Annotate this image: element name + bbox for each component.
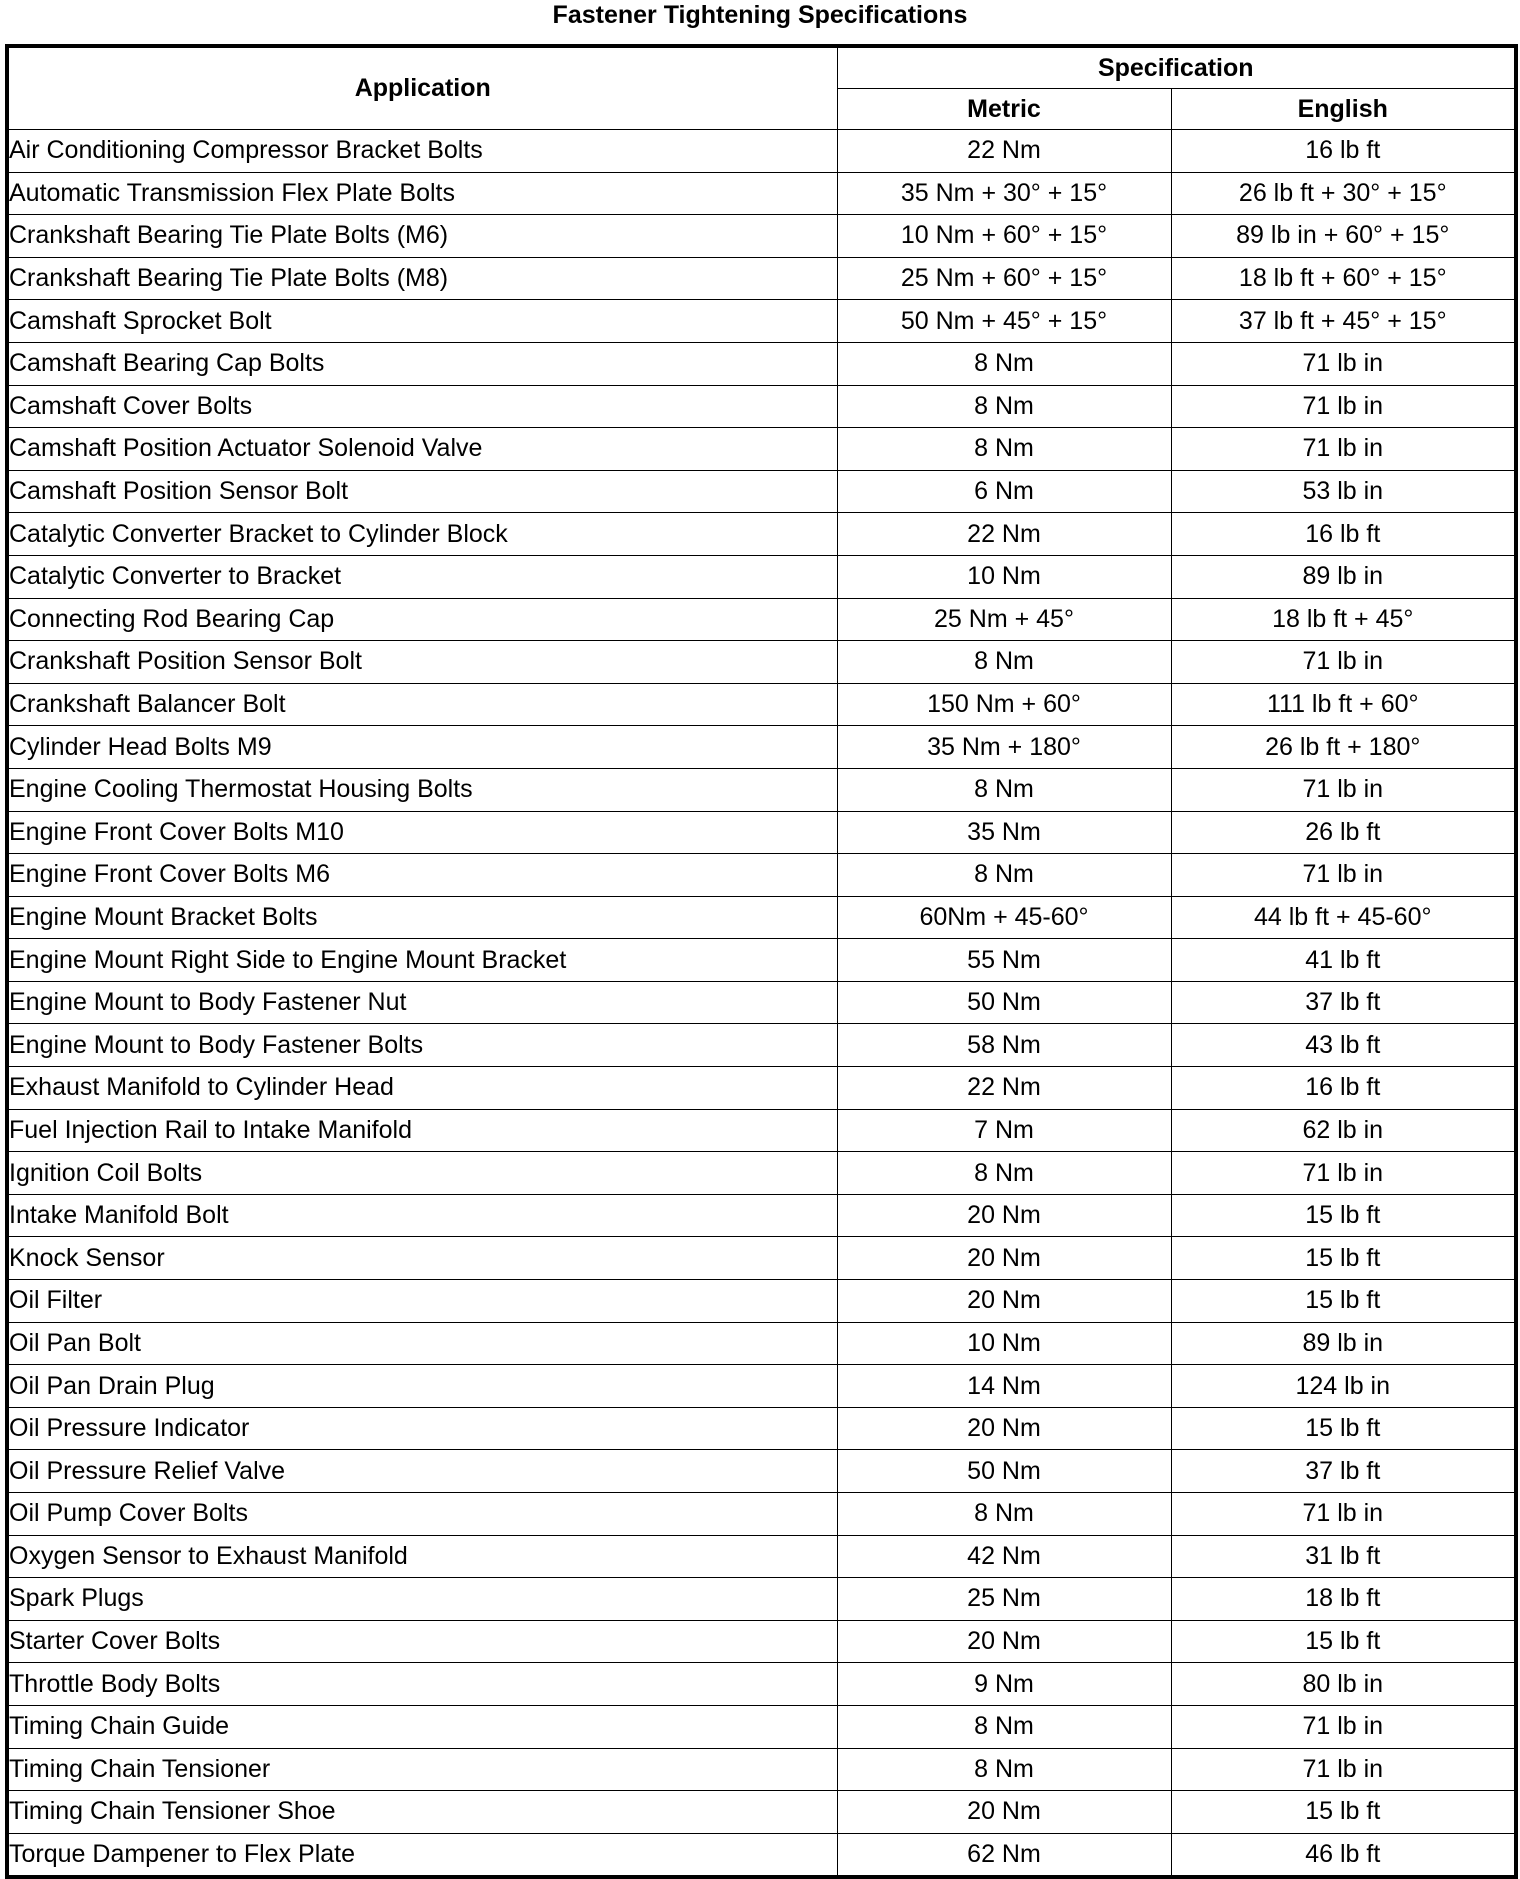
cell-application: Engine Mount to Body Fastener Nut — [7, 981, 837, 1024]
cell-metric: 35 Nm + 180° — [837, 726, 1171, 769]
cell-english: 44 lb ft + 45-60° — [1171, 896, 1516, 939]
cell-english: 124 lb in — [1171, 1365, 1516, 1408]
table-row — [7, 1578, 1516, 1621]
table-row — [7, 1705, 1516, 1748]
cell-metric: 7 Nm — [837, 1109, 1171, 1152]
table-body — [7, 130, 1516, 1878]
cell-metric: 50 Nm + 45° + 15° — [837, 300, 1171, 343]
cell-application: Fuel Injection Rail to Intake Manifold — [7, 1109, 837, 1152]
cell-metric: 25 Nm — [837, 1578, 1171, 1621]
cell-english: 15 lb ft — [1171, 1407, 1516, 1450]
table-row — [7, 1493, 1516, 1536]
table-row — [7, 811, 1516, 854]
table-row — [7, 1791, 1516, 1834]
cell-metric: 20 Nm — [837, 1791, 1171, 1834]
cell-metric: 150 Nm + 60° — [837, 683, 1171, 726]
table-row — [7, 641, 1516, 684]
cell-english: 15 lb ft — [1171, 1280, 1516, 1323]
cell-metric: 10 Nm + 60° + 15° — [837, 215, 1171, 258]
column-header-metric: Metric — [837, 89, 1171, 130]
table-row — [7, 215, 1516, 258]
table-row — [7, 300, 1516, 343]
cell-english: 41 lb ft — [1171, 939, 1516, 982]
column-header-specification: Specification — [837, 46, 1516, 89]
cell-metric: 62 Nm — [837, 1833, 1171, 1877]
cell-english: 16 lb ft — [1171, 1067, 1516, 1110]
table-row — [7, 1280, 1516, 1323]
cell-application: Oil Pressure Indicator — [7, 1407, 837, 1450]
table-row — [7, 130, 1516, 173]
cell-application: Camshaft Bearing Cap Bolts — [7, 342, 837, 385]
table-row — [7, 342, 1516, 385]
cell-english: 15 lb ft — [1171, 1620, 1516, 1663]
cell-english: 16 lb ft — [1171, 513, 1516, 556]
cell-english: 71 lb in — [1171, 1705, 1516, 1748]
table-row — [7, 896, 1516, 939]
cell-application: Oxygen Sensor to Exhaust Manifold — [7, 1535, 837, 1578]
cell-application: Cylinder Head Bolts M9 — [7, 726, 837, 769]
cell-application: Oil Pan Bolt — [7, 1322, 837, 1365]
table-row — [7, 854, 1516, 897]
cell-metric: 50 Nm — [837, 981, 1171, 1024]
cell-english: 37 lb ft — [1171, 981, 1516, 1024]
cell-english: 71 lb in — [1171, 385, 1516, 428]
cell-english: 71 lb in — [1171, 1748, 1516, 1791]
cell-metric: 14 Nm — [837, 1365, 1171, 1408]
cell-english: 53 lb in — [1171, 470, 1516, 513]
cell-application: Engine Mount to Body Fastener Bolts — [7, 1024, 837, 1067]
table-row — [7, 1833, 1516, 1877]
cell-english: 80 lb in — [1171, 1663, 1516, 1706]
cell-application: Camshaft Position Actuator Solenoid Valve — [7, 428, 837, 471]
cell-metric: 35 Nm — [837, 811, 1171, 854]
cell-metric: 9 Nm — [837, 1663, 1171, 1706]
cell-metric: 35 Nm + 30° + 15° — [837, 172, 1171, 215]
cell-application: Knock Sensor — [7, 1237, 837, 1280]
table-row — [7, 1322, 1516, 1365]
table-row — [7, 768, 1516, 811]
cell-english: 71 lb in — [1171, 768, 1516, 811]
cell-english: 62 lb in — [1171, 1109, 1516, 1152]
table-row — [7, 598, 1516, 641]
table-row — [7, 1109, 1516, 1152]
cell-application: Ignition Coil Bolts — [7, 1152, 837, 1195]
cell-application: Catalytic Converter Bracket to Cylinder Block — [7, 513, 837, 556]
cell-metric: 8 Nm — [837, 385, 1171, 428]
cell-application: Connecting Rod Bearing Cap — [7, 598, 837, 641]
table-row — [7, 1535, 1516, 1578]
cell-english: 37 lb ft + 45° + 15° — [1171, 300, 1516, 343]
table-row — [7, 1152, 1516, 1195]
cell-metric: 8 Nm — [837, 641, 1171, 684]
cell-english: 71 lb in — [1171, 428, 1516, 471]
cell-english: 15 lb ft — [1171, 1194, 1516, 1237]
table-row — [7, 939, 1516, 982]
cell-metric: 55 Nm — [837, 939, 1171, 982]
cell-metric: 20 Nm — [837, 1237, 1171, 1280]
cell-application: Crankshaft Position Sensor Bolt — [7, 641, 837, 684]
cell-metric: 60Nm + 45-60° — [837, 896, 1171, 939]
table-row — [7, 1663, 1516, 1706]
cell-application: Engine Front Cover Bolts M10 — [7, 811, 837, 854]
cell-english: 16 lb ft — [1171, 130, 1516, 173]
page-title: Fastener Tightening Specifications — [552, 1, 968, 29]
cell-metric: 50 Nm — [837, 1450, 1171, 1493]
cell-english: 46 lb ft — [1171, 1833, 1516, 1877]
table-row — [7, 172, 1516, 215]
cell-application: Engine Mount Bracket Bolts — [7, 896, 837, 939]
cell-english: 71 lb in — [1171, 1152, 1516, 1195]
cell-application: Oil Pan Drain Plug — [7, 1365, 837, 1408]
column-header-application: Application — [7, 46, 837, 130]
cell-english: 71 lb in — [1171, 1493, 1516, 1536]
table-row — [7, 726, 1516, 769]
table-row — [7, 470, 1516, 513]
table-row — [7, 428, 1516, 471]
cell-metric: 8 Nm — [837, 854, 1171, 897]
table-row — [7, 1620, 1516, 1663]
cell-metric: 8 Nm — [837, 1152, 1171, 1195]
cell-application: Engine Mount Right Side to Engine Mount Bracket — [7, 939, 837, 982]
table-row — [7, 1067, 1516, 1110]
cell-application: Camshaft Sprocket Bolt — [7, 300, 837, 343]
cell-english: 71 lb in — [1171, 854, 1516, 897]
table-row — [7, 1407, 1516, 1450]
cell-metric: 25 Nm + 45° — [837, 598, 1171, 641]
cell-application: Engine Cooling Thermostat Housing Bolts — [7, 768, 837, 811]
cell-english: 37 lb ft — [1171, 1450, 1516, 1493]
table-row — [7, 1024, 1516, 1067]
cell-english: 26 lb ft + 180° — [1171, 726, 1516, 769]
cell-english: 43 lb ft — [1171, 1024, 1516, 1067]
cell-english: 89 lb in + 60° + 15° — [1171, 215, 1516, 258]
table-row — [7, 513, 1516, 556]
cell-metric: 20 Nm — [837, 1620, 1171, 1663]
cell-metric: 8 Nm — [837, 428, 1171, 471]
cell-english: 31 lb ft — [1171, 1535, 1516, 1578]
cell-application: Spark Plugs — [7, 1578, 837, 1621]
table-row — [7, 257, 1516, 300]
header-row-top — [7, 46, 1516, 89]
cell-english: 18 lb ft + 60° + 15° — [1171, 257, 1516, 300]
cell-application: Crankshaft Balancer Bolt — [7, 683, 837, 726]
cell-english: 26 lb ft + 30° + 15° — [1171, 172, 1516, 215]
cell-metric: 42 Nm — [837, 1535, 1171, 1578]
cell-english: 15 lb ft — [1171, 1237, 1516, 1280]
cell-metric: 22 Nm — [837, 1067, 1171, 1110]
cell-application: Torque Dampener to Flex Plate — [7, 1833, 837, 1877]
cell-metric: 8 Nm — [837, 768, 1171, 811]
cell-english: 15 lb ft — [1171, 1791, 1516, 1834]
cell-english: 26 lb ft — [1171, 811, 1516, 854]
fastener-spec-table — [5, 44, 1518, 1879]
cell-application: Catalytic Converter to Bracket — [7, 555, 837, 598]
cell-metric: 22 Nm — [837, 130, 1171, 173]
cell-english: 18 lb ft — [1171, 1578, 1516, 1621]
cell-metric: 22 Nm — [837, 513, 1171, 556]
cell-application: Timing Chain Guide — [7, 1705, 837, 1748]
cell-metric: 8 Nm — [837, 342, 1171, 385]
table-row — [7, 683, 1516, 726]
cell-english: 71 lb in — [1171, 641, 1516, 684]
cell-application: Intake Manifold Bolt — [7, 1194, 837, 1237]
cell-application: Automatic Transmission Flex Plate Bolts — [7, 172, 837, 215]
cell-application: Exhaust Manifold to Cylinder Head — [7, 1067, 837, 1110]
cell-metric: 20 Nm — [837, 1280, 1171, 1323]
cell-application: Air Conditioning Compressor Bracket Bolts — [7, 130, 837, 173]
cell-application: Engine Front Cover Bolts M6 — [7, 854, 837, 897]
cell-english: 71 lb in — [1171, 342, 1516, 385]
table-row — [7, 1365, 1516, 1408]
table-row — [7, 981, 1516, 1024]
cell-metric: 10 Nm — [837, 555, 1171, 598]
cell-application: Throttle Body Bolts — [7, 1663, 837, 1706]
table-row — [7, 555, 1516, 598]
cell-metric: 25 Nm + 60° + 15° — [837, 257, 1171, 300]
cell-metric: 58 Nm — [837, 1024, 1171, 1067]
column-header-english: English — [1171, 89, 1516, 130]
table-row — [7, 1450, 1516, 1493]
cell-metric: 10 Nm — [837, 1322, 1171, 1365]
cell-application: Camshaft Position Sensor Bolt — [7, 470, 837, 513]
cell-application: Oil Pressure Relief Valve — [7, 1450, 837, 1493]
cell-english: 89 lb in — [1171, 555, 1516, 598]
cell-metric: 8 Nm — [837, 1493, 1171, 1536]
cell-metric: 20 Nm — [837, 1407, 1171, 1450]
cell-application: Camshaft Cover Bolts — [7, 385, 837, 428]
cell-english: 89 lb in — [1171, 1322, 1516, 1365]
cell-application: Timing Chain Tensioner Shoe — [7, 1791, 837, 1834]
cell-application: Oil Pump Cover Bolts — [7, 1493, 837, 1536]
table-row — [7, 1748, 1516, 1791]
cell-application: Starter Cover Bolts — [7, 1620, 837, 1663]
table-row — [7, 1194, 1516, 1237]
cell-metric: 20 Nm — [837, 1194, 1171, 1237]
cell-application: Crankshaft Bearing Tie Plate Bolts (M8) — [7, 257, 837, 300]
cell-metric: 8 Nm — [837, 1705, 1171, 1748]
cell-english: 111 lb ft + 60° — [1171, 683, 1516, 726]
cell-application: Crankshaft Bearing Tie Plate Bolts (M6) — [7, 215, 837, 258]
cell-application: Oil Filter — [7, 1280, 837, 1323]
cell-application: Timing Chain Tensioner — [7, 1748, 837, 1791]
cell-metric: 8 Nm — [837, 1748, 1171, 1791]
cell-metric: 6 Nm — [837, 470, 1171, 513]
cell-english: 18 lb ft + 45° — [1171, 598, 1516, 641]
table-row — [7, 385, 1516, 428]
table-row — [7, 1237, 1516, 1280]
